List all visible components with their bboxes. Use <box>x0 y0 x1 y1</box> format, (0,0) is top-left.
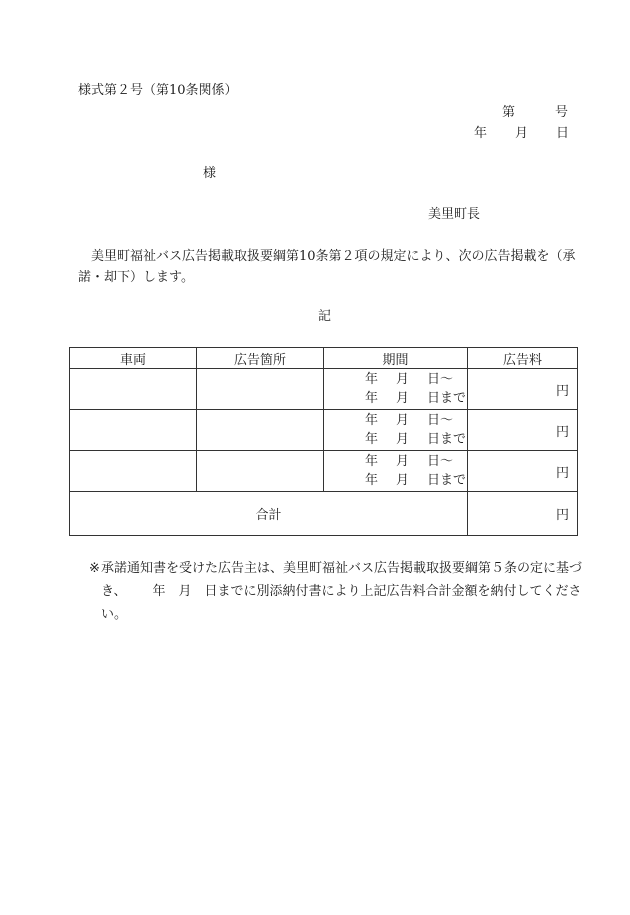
period-from: 年 月 日〜 <box>365 372 454 387</box>
fee-cell[interactable]: 円 <box>468 451 578 492</box>
period-to: 年 月 日まで <box>365 432 467 447</box>
fee-cell[interactable]: 円 <box>468 369 578 410</box>
total-fee-cell[interactable]: 円 <box>468 492 578 536</box>
date-year: 年 <box>474 126 488 141</box>
period-cell[interactable] <box>324 410 468 451</box>
note-rest: 日までに別添納付書により上記広告料合計金額を納付してください。 <box>101 584 582 622</box>
date-month: 月 <box>515 126 529 141</box>
header-vehicle: 車両 <box>70 348 197 369</box>
recipient-honorific: 様 <box>203 166 217 181</box>
ki-heading: 記 <box>318 309 332 324</box>
doc-number-prefix: 第 <box>502 105 516 120</box>
body-paragraph: 美里町福祉バス広告掲載取扱要綱第10条第２項の規定により、次の広告掲載を（承諾・却下）します。 <box>78 249 576 285</box>
note-text: 承諾通知書を受けた広告主は、美里町福祉バス広告掲載取扱要綱第５条の定に基づき、 <box>101 561 583 599</box>
vehicle-cell[interactable] <box>70 369 197 410</box>
note-month: 月 <box>178 584 192 599</box>
table-total-row <box>70 492 578 536</box>
period-cell[interactable] <box>324 451 468 492</box>
header-location: 広告箇所 <box>197 348 324 369</box>
date-day: 日 <box>556 126 570 141</box>
location-cell[interactable] <box>197 451 324 492</box>
vehicle-cell[interactable] <box>70 451 197 492</box>
period-from: 年 月 日〜 <box>365 413 454 428</box>
location-cell[interactable] <box>197 369 324 410</box>
period-to: 年 月 日まで <box>365 473 467 488</box>
location-cell[interactable] <box>197 410 324 451</box>
header-fee: 広告料 <box>468 348 578 369</box>
sender-name: 美里町長 <box>428 207 481 222</box>
note-year: 年 <box>152 584 166 599</box>
table-row <box>70 369 578 410</box>
vehicle-cell[interactable] <box>70 410 197 451</box>
note-mark: ※ <box>89 561 100 576</box>
period-cell[interactable] <box>324 369 468 410</box>
period-to: 年 月 日まで <box>365 391 467 406</box>
table-row <box>70 451 578 492</box>
table-header-row <box>70 348 578 369</box>
fee-cell[interactable]: 円 <box>468 410 578 451</box>
ad-table <box>69 347 578 536</box>
document-date <box>474 125 569 143</box>
period-from: 年 月 日〜 <box>365 454 454 469</box>
document-number <box>502 104 568 122</box>
payment-note <box>89 557 589 626</box>
table-row <box>70 410 578 451</box>
doc-number-suffix: 号 <box>555 105 569 120</box>
form-label: 様式第２号（第10条関係） <box>78 83 238 98</box>
header-period: 期間 <box>324 348 468 369</box>
total-label: 合計 <box>70 492 468 536</box>
